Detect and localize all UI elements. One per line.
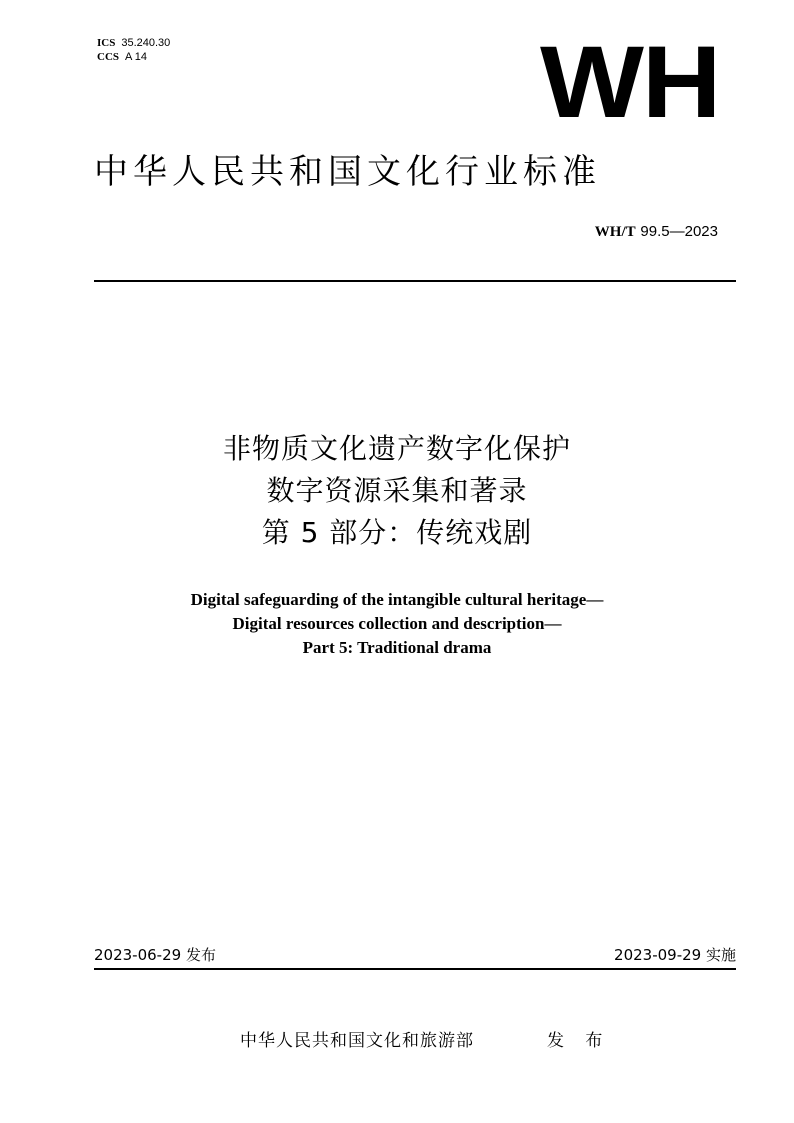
ccs-label: CCS [97, 51, 120, 63]
chinese-title-line3: 第 5 部分：传统戏剧 [261, 516, 533, 549]
issuing-authority: 中华人民共和国文化和旅游部 [240, 1031, 474, 1051]
chinese-title-line1: 非物质文化遗产数字化保护 [222, 432, 571, 465]
ics-label: ICS [97, 37, 116, 49]
bottom-divider [94, 968, 736, 970]
wh-logo: WH [540, 25, 720, 139]
top-divider [94, 280, 736, 282]
english-title-line3: Part 5: Traditional drama [302, 638, 492, 657]
ccs-value: A 14 [125, 51, 148, 63]
ics-row [97, 36, 170, 50]
issue-label: 发 布 [547, 1031, 611, 1051]
ccs-row [97, 50, 170, 64]
standard-code: 99.5—2023 [640, 223, 718, 240]
release-date: 2023-06-29 发布 [94, 946, 216, 964]
org-standard-title: 中华人民共和国文化行业标准 [94, 152, 601, 192]
standard-number [595, 222, 718, 241]
chinese-title [0, 428, 794, 554]
english-title-line1: Digital safeguarding of the intangible cultural heritage— [190, 590, 604, 609]
classification-codes [97, 36, 170, 64]
standard-prefix: WH/T [594, 224, 636, 240]
implementation-date: 2023-09-29 实施 [614, 946, 736, 964]
ics-value: 35.240.30 [121, 37, 171, 49]
chinese-title-line2: 数字资源采集和著录 [266, 474, 528, 507]
english-title [0, 588, 794, 660]
english-title-line2: Digital resources collection and description— [232, 614, 562, 633]
